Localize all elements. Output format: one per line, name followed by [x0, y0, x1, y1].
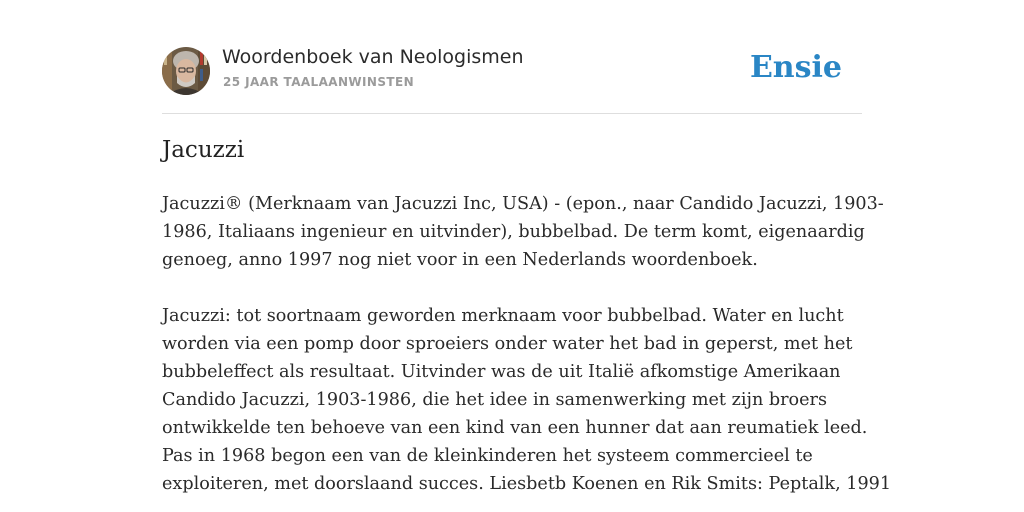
body-line: worden via een pomp door sproeiers onder water het bad in geperst, met het — [162, 334, 853, 354]
body-line: 1986, Italiaans ingenieur en uitvinder), bubbelbad. De term komt, eigenaardig — [162, 222, 865, 242]
body-line: Jacuzzi® (Merknaam van Jacuzzi Inc, USA) - (epon., naar Candido Jacuzzi, 1903- — [162, 194, 884, 214]
body-line: Pas in 1968 begon een van de kleinkinderen het systeem commercieel te — [162, 446, 813, 466]
author-portrait-image — [162, 47, 210, 95]
body-line: ontwikkelde ten behoeve van een kind van een hunner dat aan reumatiek leed. — [162, 418, 868, 438]
body-line: Candido Jacuzzi, 1903-1986, die het idee in samenwerking met zijn broers — [162, 390, 827, 410]
site-header — [162, 0, 862, 114]
author-avatar[interactable] — [162, 47, 210, 95]
definition-paragraph — [162, 190, 884, 274]
body-line: Jacuzzi: tot soortnaam geworden merknaam voor bubbelbad. Water en lucht — [162, 306, 844, 326]
entry-body — [162, 190, 892, 512]
site-subtitle: 25 JAAR TAALAANWINSTEN — [223, 75, 415, 89]
site-title[interactable]: Woordenboek van Neologismen — [222, 46, 524, 68]
body-line: bubbeleffect als resultaat. Uitvinder was de uit Italië afkomstige Amerikaan — [162, 362, 841, 382]
body-line: exploiteren, met doorslaand succes. Liesbetb Koenen en Rik Smits: Peptalk, 1991 — [162, 474, 892, 494]
explanation-paragraph — [162, 302, 892, 498]
ensie-logo-link[interactable]: Ensie — [749, 50, 842, 85]
entry-title: Jacuzzi — [162, 137, 245, 163]
body-line: genoeg, anno 1997 nog niet voor in een Nederlands woordenboek. — [162, 250, 758, 270]
page-container — [162, 0, 892, 494]
